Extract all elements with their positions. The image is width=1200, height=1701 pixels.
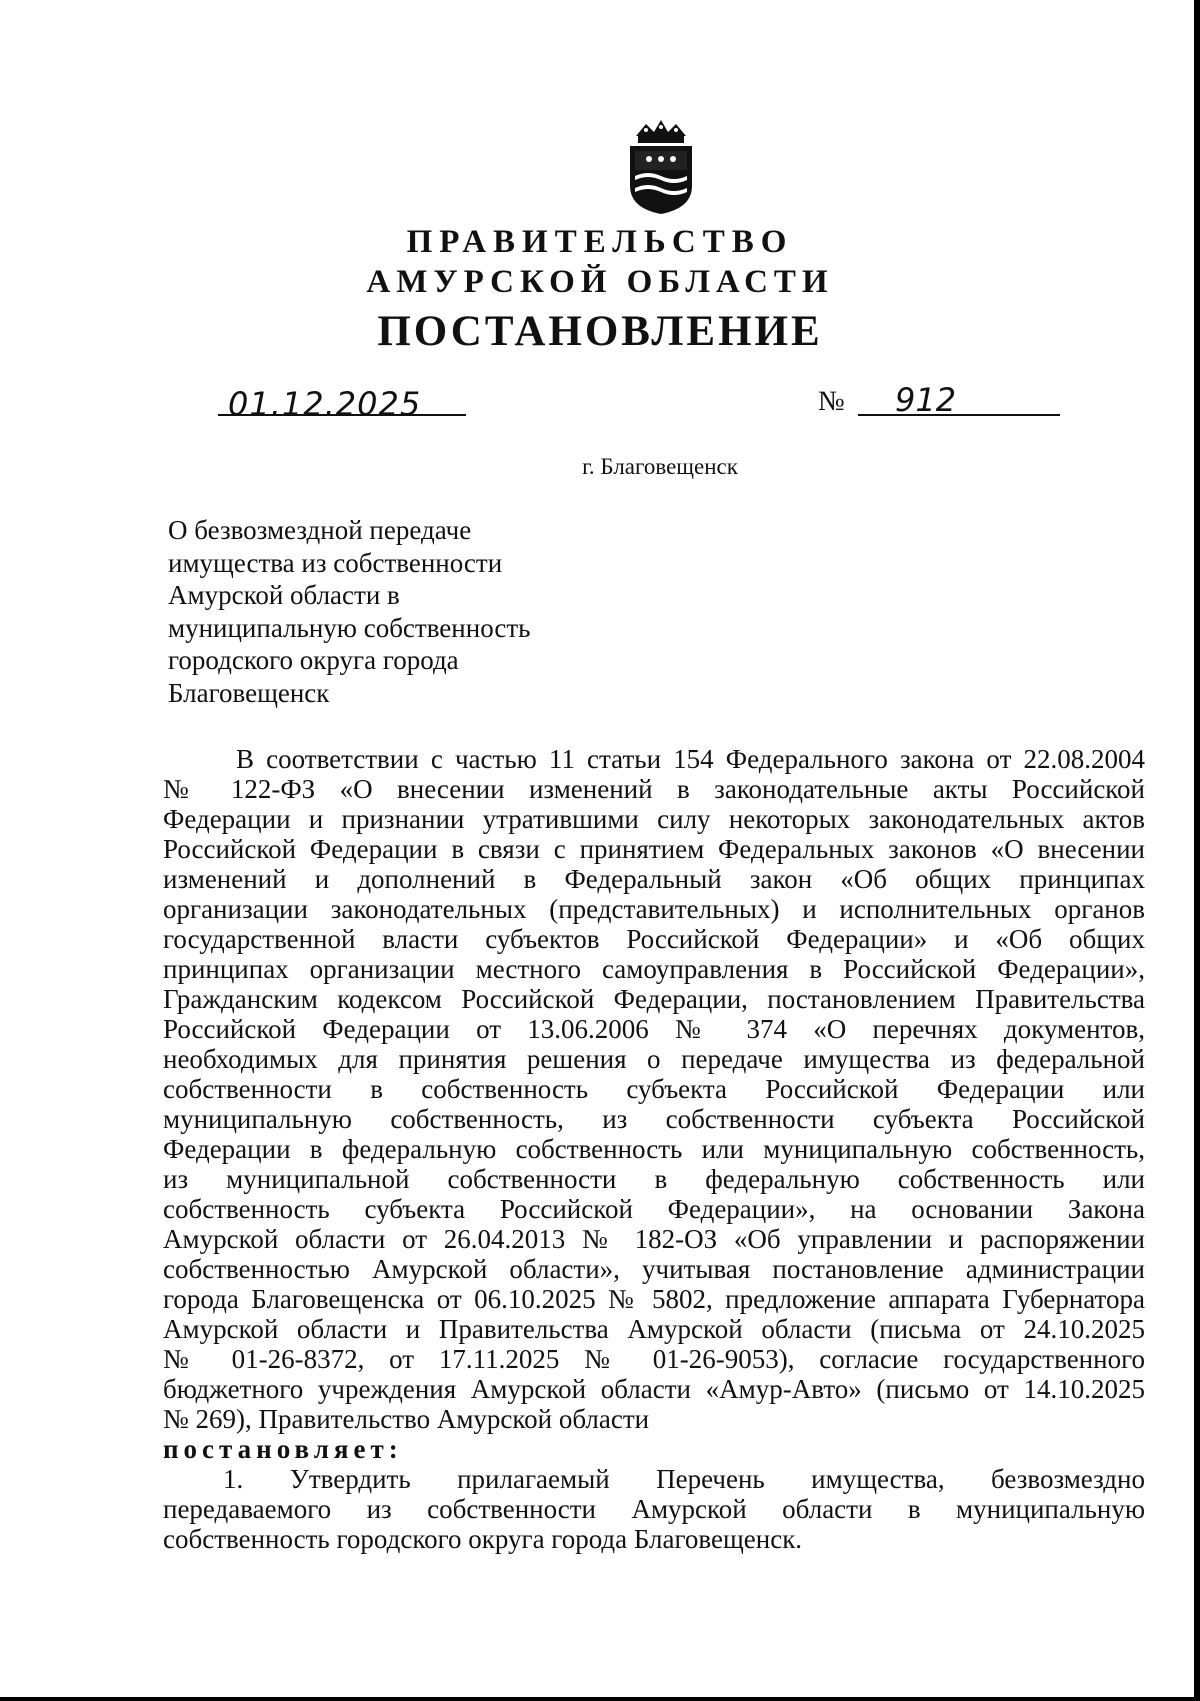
- item-1-line: 1. Утвердить прилагаемый Перечень имущества, безвозмездно: [223, 1464, 1145, 1494]
- subject-line: О безвозмездной передаче: [168, 515, 472, 545]
- government-title-line1: ПРАВИТЕЛЬСТВО: [406, 224, 794, 260]
- body-line: собственность субъекта Российской Федерации», на основании Закона: [163, 1194, 1145, 1224]
- body-line: Российской Федерации от 13.06.2006 № 374 «О перечнях документов,: [163, 1014, 1145, 1044]
- body-line: Российской Федерации в связи с принятием Федеральных законов «О внесении: [163, 834, 1145, 864]
- body-line: Амурской области и Правительства Амурской области (письма от 24.10.2025: [163, 1314, 1145, 1344]
- body-line: принципах организации местного самоуправления в Российской Федерации»,: [163, 954, 1145, 984]
- body-line: бюджетного учреждения Амурской области «Амур-Авто» (письмо от 14.10.2025: [163, 1374, 1145, 1404]
- body-line: города Благовещенска от 06.10.2025 № 5802, предложение аппарата Губернатора: [163, 1284, 1145, 1314]
- number-underline: [858, 414, 1060, 416]
- body-line: Федерации и признании утратившими силу некоторых законодательных актов: [163, 804, 1145, 834]
- body-line: № 269), Правительство Амурской области: [163, 1404, 650, 1434]
- decree-body: [163, 744, 1145, 1554]
- subject-line: имущества из собственности: [168, 547, 503, 578]
- city-label: г. Благовещенск: [582, 454, 738, 479]
- subject-line: муниципальную собственность: [168, 612, 531, 643]
- document-type-title: ПОСТАНОВЛЕНИЕ: [377, 308, 823, 355]
- body-line: государственной власти субъектов Российской Федерации» и «Об общих: [163, 924, 1145, 954]
- body-line: № 122-ФЗ «О внесении изменений в законодательные акты Российской: [163, 774, 1145, 804]
- number-sign: №: [818, 386, 845, 417]
- resolves-word: постановляет:: [163, 1434, 403, 1464]
- subject-line: Благовещенск: [168, 677, 330, 708]
- decree-number: 912: [895, 381, 957, 419]
- body-line: собственностью Амурской области», учитывая постановление администрации: [163, 1254, 1145, 1284]
- body-line: Амурской области от 26.04.2013 № 182-ОЗ «Об управлении и распоряжении: [163, 1224, 1145, 1254]
- body-line: организации законодательных (представительных) и исполнительных органов: [163, 894, 1145, 924]
- item-1-line: собственность городского округа города Благовещенск.: [163, 1524, 803, 1554]
- body-line: муниципальную собственность, из собственности субъекта Российской: [163, 1104, 1145, 1134]
- item-1-line: передаваемого из собственности Амурской области в муниципальную: [163, 1494, 1145, 1524]
- body-line: Гражданским кодексом Российской Федерации, постановлением Правительства: [163, 984, 1145, 1014]
- body-line: № 01-26-8372, от 17.11.2025 № 01-26-9053), согласие государственного: [163, 1344, 1145, 1374]
- date-underline: [218, 414, 466, 416]
- coat-of-arms-icon: [622, 118, 700, 216]
- subject-line: Амурской области в: [168, 580, 400, 610]
- body-line: из муниципальной собственности в федеральную собственность или: [163, 1164, 1145, 1194]
- body-line: Федерации в федеральную собственность или муниципальную собственность,: [163, 1134, 1145, 1164]
- government-title-line2: АМУРСКОЙ ОБЛАСТИ: [366, 264, 834, 300]
- body-line: необходимых для принятия решения о передаче имущества из федеральной: [163, 1044, 1145, 1074]
- scan-edge-bottom: [0, 1697, 1200, 1701]
- body-line: В соответствии с частью 11 статьи 154 Федерального закона от 22.08.2004: [236, 744, 1145, 774]
- decree-subject: [168, 514, 608, 709]
- decree-date: 01.12.2025: [228, 385, 422, 423]
- subject-line: городского округа города: [168, 645, 459, 675]
- body-line: изменений и дополнений в Федеральный закон «Об общих принципах: [163, 864, 1145, 894]
- body-line: собственности в собственность субъекта Российской Федерации или: [163, 1074, 1145, 1104]
